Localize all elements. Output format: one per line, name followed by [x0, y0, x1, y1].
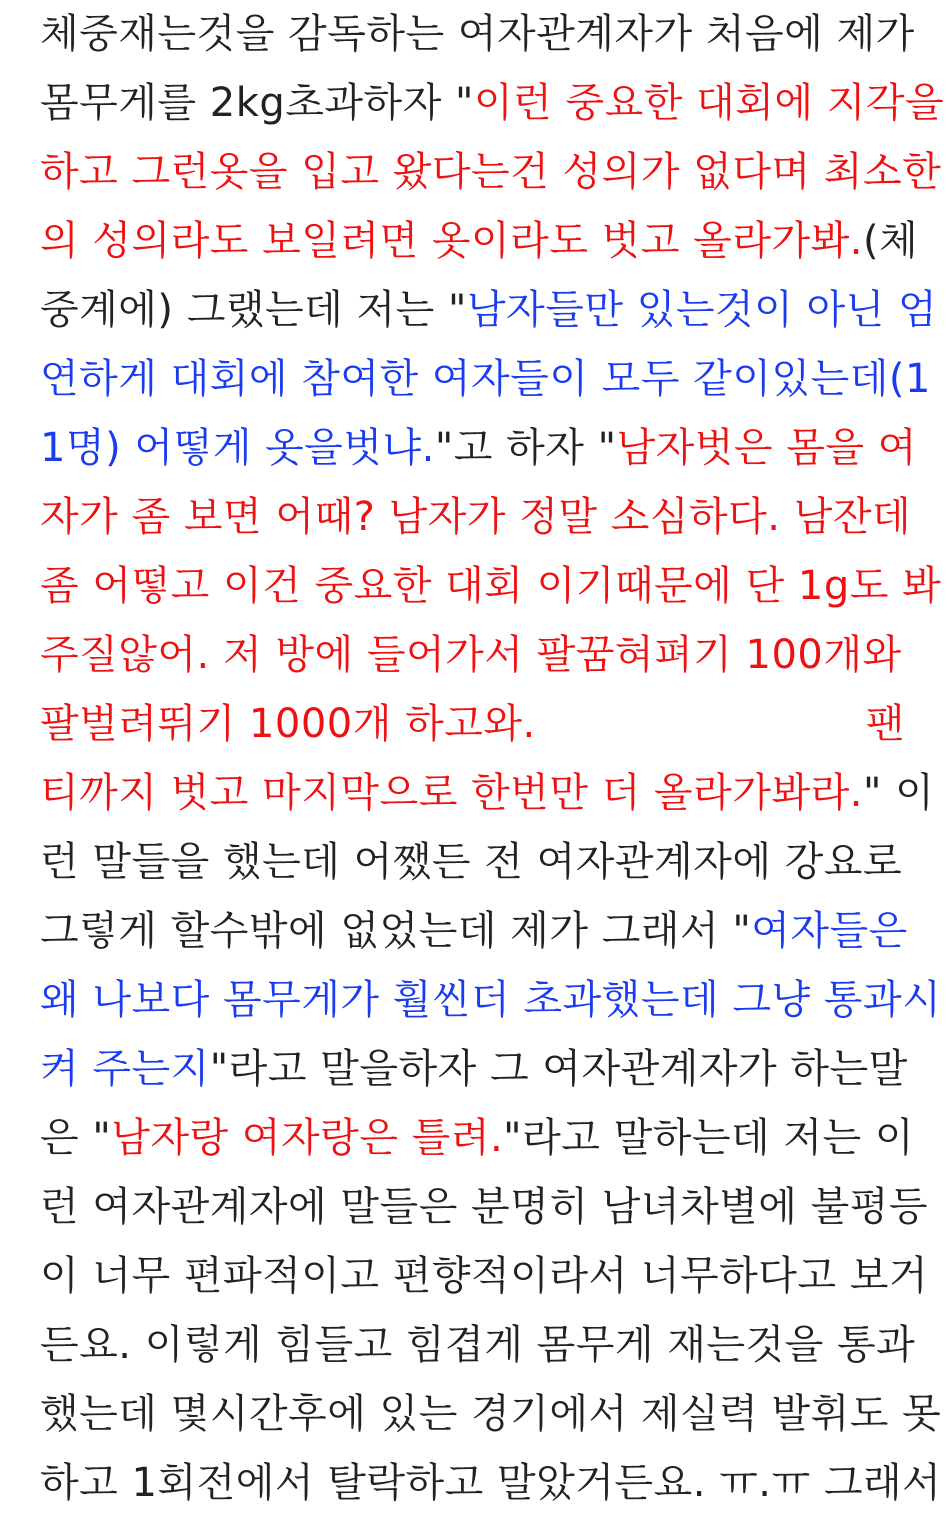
text-segment-black: 했는데 몇시간후에 있는 경기에서 제실력 발휘도 못 — [40, 1391, 942, 1437]
text-segment-black: 하고 1회전에서 탈락하고 말았거든요. ㅠ.ㅠ 그래서 — [40, 1460, 942, 1506]
text-segment-red: 팬 — [865, 701, 905, 747]
text-segment-blue: 여자들은 — [751, 908, 908, 954]
text-line — [40, 207, 918, 276]
text-segment-blue: 연하게 대회에 참여한 여자들이 모두 같이있는데(1 — [40, 356, 931, 402]
text-line — [40, 759, 934, 828]
text-line — [40, 828, 902, 897]
text-segment-black: "라고 말을하자 그 여자관계자가 하는말 — [209, 1046, 908, 1092]
text-segment-black: 든요. 이렇게 힘들고 힘겹게 몸무게 재는것을 통과 — [40, 1322, 916, 1368]
text-segment-red: 남자벗은 몸을 여 — [616, 425, 917, 471]
text-segment-black: 런 말들을 했는데 어쨌든 전 여자관계자에 강요로 — [40, 839, 903, 885]
text-line — [40, 483, 911, 552]
text-segment-black: (체 — [862, 218, 919, 264]
text-line — [40, 69, 944, 138]
text-segment-blue: 왜 나보다 몸무게가 훨씬더 초과했는데 그냥 통과시 — [40, 977, 942, 1023]
text-segment-blue: 1명) 어떻게 옷을벗냐. — [40, 425, 435, 471]
text-segment-blue: 켜 주는지 — [40, 1046, 210, 1092]
text-segment-black: 체중재는것을 감독하는 여자관계자가 처음에 제가 — [40, 11, 915, 57]
text-segment-black: 그렇게 할수밖에 없었는데 제가 그래서 " — [40, 908, 752, 954]
text-segment-red: 의 성의라도 보일려면 옷이라도 벗고 올라가봐. — [40, 218, 863, 264]
text-segment-black: 이 너무 편파적이고 편향적이라서 너무하다고 보거 — [40, 1253, 929, 1299]
text-segment-black: 중계에) 그랬는데 저는 " — [40, 287, 467, 333]
article-text — [40, 0, 945, 1506]
text-line — [40, 1104, 914, 1173]
text-line — [40, 0, 915, 69]
text-segment-red: 티까지 벗고 마지막으로 한번만 더 올라가봐라. — [40, 770, 863, 816]
text-segment-red: 이런 중요한 대회에 지각을 — [473, 80, 945, 126]
text-line — [40, 414, 917, 483]
text-line — [40, 897, 908, 966]
text-line — [40, 1173, 928, 1242]
text-line — [40, 1035, 908, 1104]
text-line — [40, 690, 905, 759]
text-segment-black: 몸무게를 2kg초과하자 " — [40, 80, 474, 126]
text-segment-red: 남자랑 여자랑은 틀려. — [111, 1115, 504, 1161]
text-segment-blue: 남자들만 있는것이 아닌 엄 — [466, 287, 938, 333]
text-line — [40, 621, 902, 690]
text-line — [40, 1242, 928, 1311]
text-line — [40, 276, 937, 345]
text-segment-black: "고 하자 " — [434, 425, 617, 471]
text-segment-red: 팔벌려뛰기 1000개 하고와. — [40, 701, 536, 747]
text-segment-red: 주질않어. 저 방에 들어가서 팔꿈혀펴기 100개와 — [40, 632, 902, 678]
text-segment-red: 하고 그런옷을 입고 왔다는건 성의가 없다며 최소한 — [40, 149, 942, 195]
text-line — [40, 552, 941, 621]
text-segment-black: 런 여자관계자에 말들은 분명히 남녀차별에 불평등 — [40, 1184, 929, 1230]
text-line — [40, 1380, 941, 1449]
text-segment-black: "라고 말하는데 저는 이 — [503, 1115, 914, 1161]
text-line — [40, 138, 941, 207]
text-line — [40, 345, 931, 414]
text-segment-black: " 이 — [862, 770, 935, 816]
text-line — [40, 966, 941, 1035]
text-segment-black: 은 " — [40, 1115, 112, 1161]
text-segment-red: 자가 좀 보면 어때? 남자가 정말 소심하다. 남잔데 — [40, 494, 912, 540]
text-line — [40, 1449, 941, 1518]
text-line — [40, 1311, 915, 1380]
text-segment-red: 좀 어떻고 이건 중요한 대회 이기때문에 단 1g도 봐 — [40, 563, 942, 609]
